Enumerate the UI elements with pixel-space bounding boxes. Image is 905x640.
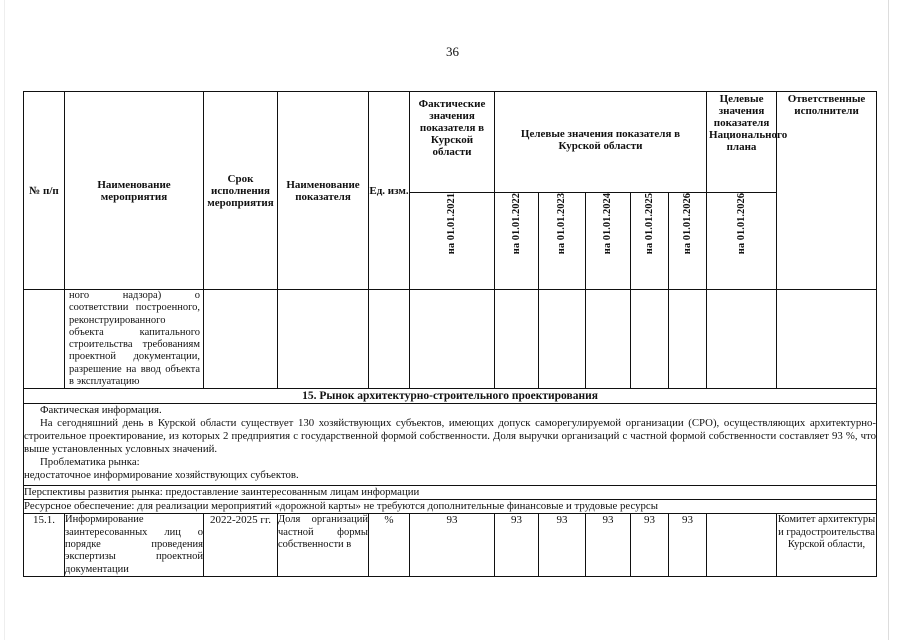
row-number: 15.1. xyxy=(24,514,65,576)
header-indicator: Наименование показателя xyxy=(278,92,369,290)
cont-event-cell xyxy=(65,290,204,389)
empty-cell xyxy=(586,290,631,389)
scan-edge-left xyxy=(4,0,5,640)
empty-cell xyxy=(707,290,777,389)
row-term: 2022-2025 гг. xyxy=(204,514,278,576)
row-value-2025: 93 xyxy=(631,514,669,576)
header-date-2025: на 01.01.2025 xyxy=(631,193,669,290)
info-paragraph: На сегодняшний день в Курской области существует 130 хозяйствующих субъектов, имеющих допуск саморегулируемой организации (СРО), осуществляющих архитектурно-строительное проектирование, из которых 2 предприятия с государственной формой собственности. Доля выручки организаций с частной формой собственности составляет 93 %, что выше установленных условных значений. xyxy=(24,417,877,456)
prospects-line: Перспективы развития рынка: предоставление заинтересованным лицам информации xyxy=(24,486,877,500)
header-date-2021: на 01.01.2021 xyxy=(410,193,495,290)
row-national-value xyxy=(707,514,777,576)
empty-cell xyxy=(204,290,278,389)
empty-cell xyxy=(631,290,669,389)
problems-heading: Проблематика рынка: xyxy=(40,456,140,469)
empty-cell xyxy=(369,290,410,389)
cont-num-cell xyxy=(24,290,65,389)
header-actual: Фактические значения показателя в Курской области xyxy=(410,92,495,193)
header-date-2026: на 01.01.2026 xyxy=(669,193,707,290)
empty-cell xyxy=(495,290,539,389)
header-date-2022: на 01.01.2022 xyxy=(495,193,539,290)
header-date-2023: на 01.01.2023 xyxy=(539,193,586,290)
header-num: № п/п xyxy=(24,92,65,290)
problems-text: недостаточное информирование хозяйствующих субъектов. xyxy=(24,469,299,482)
header-date-2024: на 01.01.2024 xyxy=(586,193,631,290)
header-target-national: Целевые значения показателя Национального плана xyxy=(707,92,777,193)
scan-edge-right xyxy=(888,0,889,640)
header-national-date: на 01.01.2026 xyxy=(707,193,777,290)
page-number: 36 xyxy=(446,44,459,59)
row-value-2021: 93 xyxy=(410,514,495,576)
roadmap-table xyxy=(23,91,877,575)
info-heading: Фактическая информация. xyxy=(40,404,162,417)
empty-cell xyxy=(669,290,707,389)
row-value-2023: 93 xyxy=(539,514,586,576)
row-unit: % xyxy=(369,514,410,576)
empty-cell xyxy=(539,290,586,389)
header-unit: Ед. изм. xyxy=(369,92,410,290)
section-title: 15. Рынок архитектурно-строительного проектирования xyxy=(24,389,877,404)
row-event: Информирование заинтересованных лиц о порядке проведения экспертизы проектной документации xyxy=(65,514,203,575)
continuation-text: ного надзора) о соответствии построенного, реконструированного объекта капитального строительства требованиям проектной документации, разрешение на ввод объекта в эксплуатацию xyxy=(69,290,200,388)
row-value-2026: 93 xyxy=(669,514,707,576)
header-target-kursk: Целевые значения показателя в Курской области xyxy=(495,92,707,193)
row-indicator: Доля организаций частной формы собственности в xyxy=(278,514,369,576)
empty-cell xyxy=(777,290,877,389)
empty-cell xyxy=(410,290,495,389)
info-block xyxy=(24,404,877,486)
header-responsible: Ответственные исполнители xyxy=(777,92,877,290)
resources-line: Ресурсное обеспечение: для реализации мероприятий «дорожной карты» не требуются дополнительные финансовые и трудовые ресурсы xyxy=(24,500,877,514)
header-term: Срок исполнения мероприятия xyxy=(204,92,278,290)
header-event: Наименование мероприятия xyxy=(65,92,204,290)
row-value-2024: 93 xyxy=(586,514,631,576)
row-value-2022: 93 xyxy=(495,514,539,576)
row-responsible: Комитет архитектуры и градостроительства Курской области, xyxy=(777,514,877,576)
empty-cell xyxy=(278,290,369,389)
